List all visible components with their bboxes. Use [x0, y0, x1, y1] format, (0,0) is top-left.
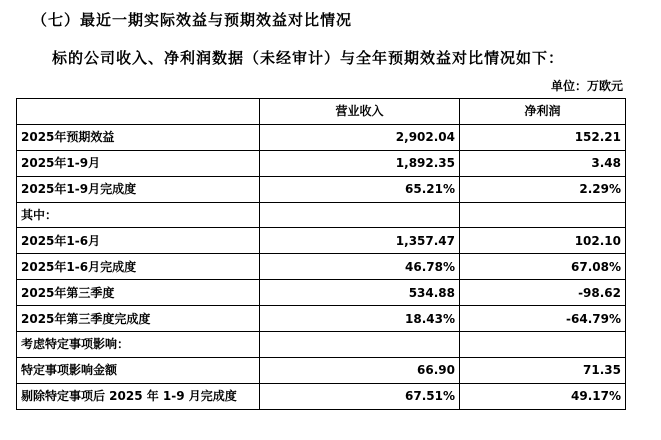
row-label: 2025年1-9月完成度 [17, 176, 260, 202]
unit-label: 单位：万欧元 [550, 79, 623, 93]
revenue-cell: 67.51% [260, 383, 460, 409]
intro-paragraph: 标的公司收入、净利润数据（未经审计）与全年预期效益对比情况如下： [52, 49, 565, 67]
profit-cell: 71.35 [460, 357, 626, 383]
profit-cell: 102.10 [460, 228, 626, 254]
row-label: 2025年预期效益 [17, 124, 260, 150]
table-row [17, 280, 626, 306]
row-label: 其中： [17, 202, 260, 228]
row-label: 2025年1-9月 [17, 150, 260, 176]
revenue-cell: 1,892.35 [260, 150, 460, 176]
profit-cell: -64.79% [460, 306, 626, 332]
section-heading: （七）最近一期实际效益与预期效益对比情况 [32, 11, 353, 29]
table-header-row [17, 99, 626, 125]
revenue-cell: 534.88 [260, 280, 460, 306]
revenue-cell: 2,902.04 [260, 124, 460, 150]
header-profit-column: 净利润 [460, 99, 626, 125]
profit-cell: 2.29% [460, 176, 626, 202]
header-item-column [17, 99, 260, 125]
table-row [17, 306, 626, 332]
table-row [17, 383, 626, 409]
revenue-cell [260, 332, 460, 358]
revenue-cell: 46.78% [260, 254, 460, 280]
table-row [17, 202, 626, 228]
table-row [17, 332, 626, 358]
row-label: 2025年1-6月 [17, 228, 260, 254]
table-row [17, 150, 626, 176]
profit-cell: -98.62 [460, 280, 626, 306]
row-label: 2025年1-6月完成度 [17, 254, 260, 280]
table-row [17, 254, 626, 280]
table-row [17, 124, 626, 150]
profit-cell [460, 202, 626, 228]
revenue-cell: 66.90 [260, 357, 460, 383]
row-label: 剔除特定事项后 2025 年 1-9 月完成度 [17, 383, 260, 409]
revenue-cell: 18.43% [260, 306, 460, 332]
table-row [17, 176, 626, 202]
profit-cell [460, 332, 626, 358]
row-label: 2025年第三季度 [17, 280, 260, 306]
revenue-cell [260, 202, 460, 228]
row-label: 考虑特定事项影响： [17, 332, 260, 358]
revenue-cell: 65.21% [260, 176, 460, 202]
table-row [17, 228, 626, 254]
header-revenue-column: 营业收入 [260, 99, 460, 125]
comparison-table [16, 98, 626, 410]
revenue-cell: 1,357.47 [260, 228, 460, 254]
row-label: 2025年第三季度完成度 [17, 306, 260, 332]
row-label: 特定事项影响金额 [17, 357, 260, 383]
profit-cell: 67.08% [460, 254, 626, 280]
profit-cell: 152.21 [460, 124, 626, 150]
profit-cell: 3.48 [460, 150, 626, 176]
table-row [17, 357, 626, 383]
profit-cell: 49.17% [460, 383, 626, 409]
